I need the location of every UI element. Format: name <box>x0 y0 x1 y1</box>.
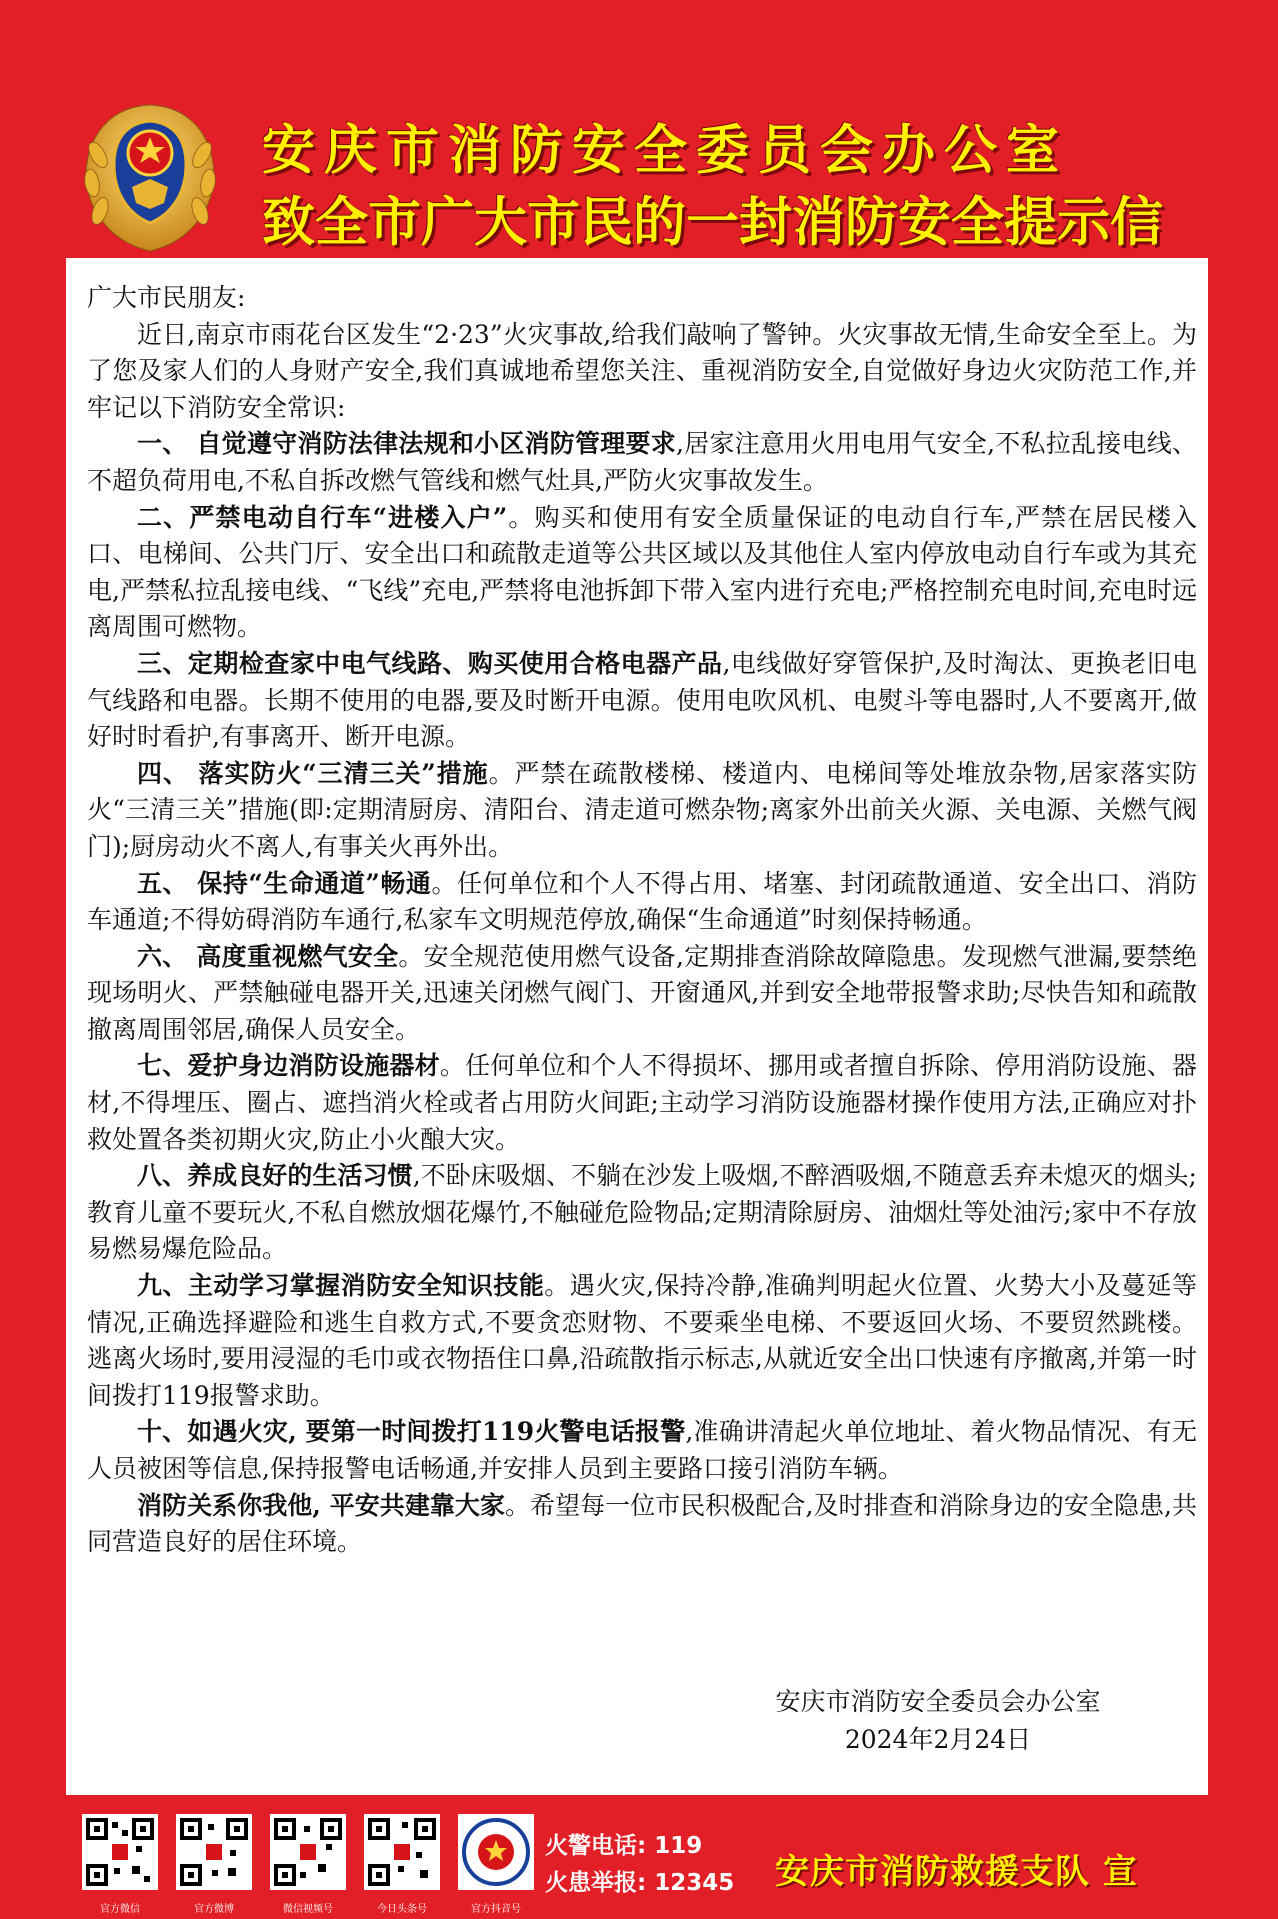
qr-code-icon <box>176 1814 252 1890</box>
qr-code-video[interactable] <box>270 1814 346 1915</box>
list-item: 八、养成良好的生活习惯,不卧床吸烟、不躺在沙发上吸烟,不醉酒吸烟,不随意丢弃未熄灭的烟头;教育儿童不要玩火,不私自燃放烟花爆竹,不触碰危险物品;定期清除厨房、油烟灶等处油污;家中不存放易燃易爆危险品。 <box>87 1161 1197 1264</box>
qr-code-wechat[interactable] <box>82 1814 158 1915</box>
list-item: 九、主动学习掌握消防安全知识技能。遇火灾,保持冷静,准确判明起火位置、火势大小及蔓延等情况,正确选择避险和逃生自救方式,不要贪恋财物、不要乘坐电梯、不要返回火场、不要贸然跳楼。逃离火场时,要用浸湿的毛巾或衣物捂住口鼻,沿疏散指示标志,从就近安全出口快速有序撤离,并第一时间拨打119报警求助。 <box>87 1271 1197 1410</box>
letter-paper <box>66 258 1208 1795</box>
list-item: 四、 落实防火“三清三关”措施。严禁在疏散楼梯、楼道内、电梯间等处堆放杂物,居家落实防火“三清三关”措施(即:定期清厨房、清阳台、清走道可燃杂物;离家外出前关火源、关电源、关燃气阀门);厨房动火不离人,有事关火再外出。 <box>87 758 1198 861</box>
list-item: 五、 保持“生命通道”畅通。任何单位和个人不得占用、堵塞、封闭疏散通道、安全出口、消防车通道;不得妨碍消防车通行,私家车文明规范停放,确保“生命通道”时刻保持畅通。 <box>87 868 1197 935</box>
footer <box>0 1808 1278 1913</box>
list-item: 二、严禁电动自行车“进楼入户”。购买和使用有安全质量保证的电动自行车,严禁在居民楼入口、电梯间、公共门厅、安全出口和疏散走道等公共区域以及其他住人室内停放电动自行车或为其充电,严禁私拉乱接电线、“飞线”充电,严禁将电池拆卸下带入室内进行充电;严格控制充电时间,充电时远离周围可燃物。 <box>87 502 1197 642</box>
page-title: 致全市广大市民的一封消防安全提示信 <box>262 191 1163 253</box>
list-item: 六、 高度重视燃气安全。安全规范使用燃气设备,定期排查消除故障隐患。发现燃气泄漏,要禁绝现场明火、严禁触碰电器开关,迅速关闭燃气阀门、开窗通风,并到安全地带报警求助;尽快告知和疏散撤离周围邻居,确保人员安全。 <box>87 941 1197 1044</box>
intro-paragraph: 近日,南京市雨花台区发生“2·23”火灾事故,给我们敲响了警钟。火灾事故无情,生命安全至上。为了您及家人们的人身财产安全,我们真诚地希望您关注、重视消防安全,自觉做好身边火灾防范工作,并牢记以下消防安全常识: <box>87 319 1197 422</box>
issuer-heading: 安庆市消防安全委员会办公室 <box>262 119 1068 181</box>
hotlines <box>545 1828 734 1902</box>
brigade-credit: 安庆市消防救援支队 宣 <box>775 1852 1138 1892</box>
salutation: 广大市民朋友: <box>87 283 246 312</box>
closing-paragraph: 消防关系你我他, 平安共建靠大家。希望每一位市民积极配合,及时排查和消除身边的安全隐患,共同营造良好的居住环境。 <box>87 1490 1197 1557</box>
list-item: 三、定期检查家中电气线路、购买使用合格电器产品,电线做好穿管保护,及时淘汰、更换老旧电气线路和电器。长期不使用的电器,要及时断开电源。使用电吹风机、电熨斗等电器时,人不要离开,做好时时看护,有事离开、断开电源。 <box>87 648 1197 752</box>
sign-org: 安庆市消防安全委员会办公室 <box>775 1687 1101 1716</box>
letter-body <box>87 280 1197 1561</box>
qr-code-icon <box>364 1814 440 1890</box>
list-item: 十、如遇火灾, 要第一时间拨打119火警电话报警,准确讲清起火单位地址、着火物品情况、有无人员被困等信息,保持报警电话畅通,并安排人员到主要路口接引消防车辆。 <box>87 1417 1197 1483</box>
qr-caption: 官方抖音号 <box>471 1904 521 1915</box>
report-hotline: 火患举报: 12345 <box>545 1870 735 1896</box>
qr-code-icon <box>270 1814 346 1890</box>
qr-code-toutiao[interactable] <box>364 1814 440 1915</box>
signature-block <box>758 1683 1118 1759</box>
qr-code-icon <box>82 1814 158 1890</box>
fire-hotline: 火警电话: 119 <box>545 1833 703 1859</box>
qr-code-icon <box>458 1814 534 1890</box>
qr-caption: 官方微信 <box>100 1904 140 1915</box>
list-item: 一、 自觉遵守消防法律法规和小区消防管理要求,居家注意用火用电用气安全,不私拉乱接电线、不超负荷用电,不私自拆改燃气管线和燃气灶具,严防火灾事故发生。 <box>87 429 1197 495</box>
qr-caption: 官方微博 <box>194 1904 234 1915</box>
qr-code-weibo[interactable] <box>176 1814 252 1915</box>
fire-rescue-emblem <box>70 95 230 255</box>
qr-code-douyin[interactable] <box>458 1814 534 1915</box>
qr-caption: 微信视频号 <box>283 1904 333 1915</box>
list-item: 七、爱护身边消防设施器材。任何单位和个人不得损坏、挪用或者擅自拆除、停用消防设施、器材,不得埋压、圈占、遮挡消火栓或者占用防火间距;主动学习消防设施器材操作使用方法,正确应对扑救处置各类初期火灾,防止小火酿大灾。 <box>87 1051 1197 1154</box>
sign-date: 2024年2月24日 <box>844 1725 1032 1754</box>
qr-caption: 今日头条号 <box>377 1904 427 1915</box>
